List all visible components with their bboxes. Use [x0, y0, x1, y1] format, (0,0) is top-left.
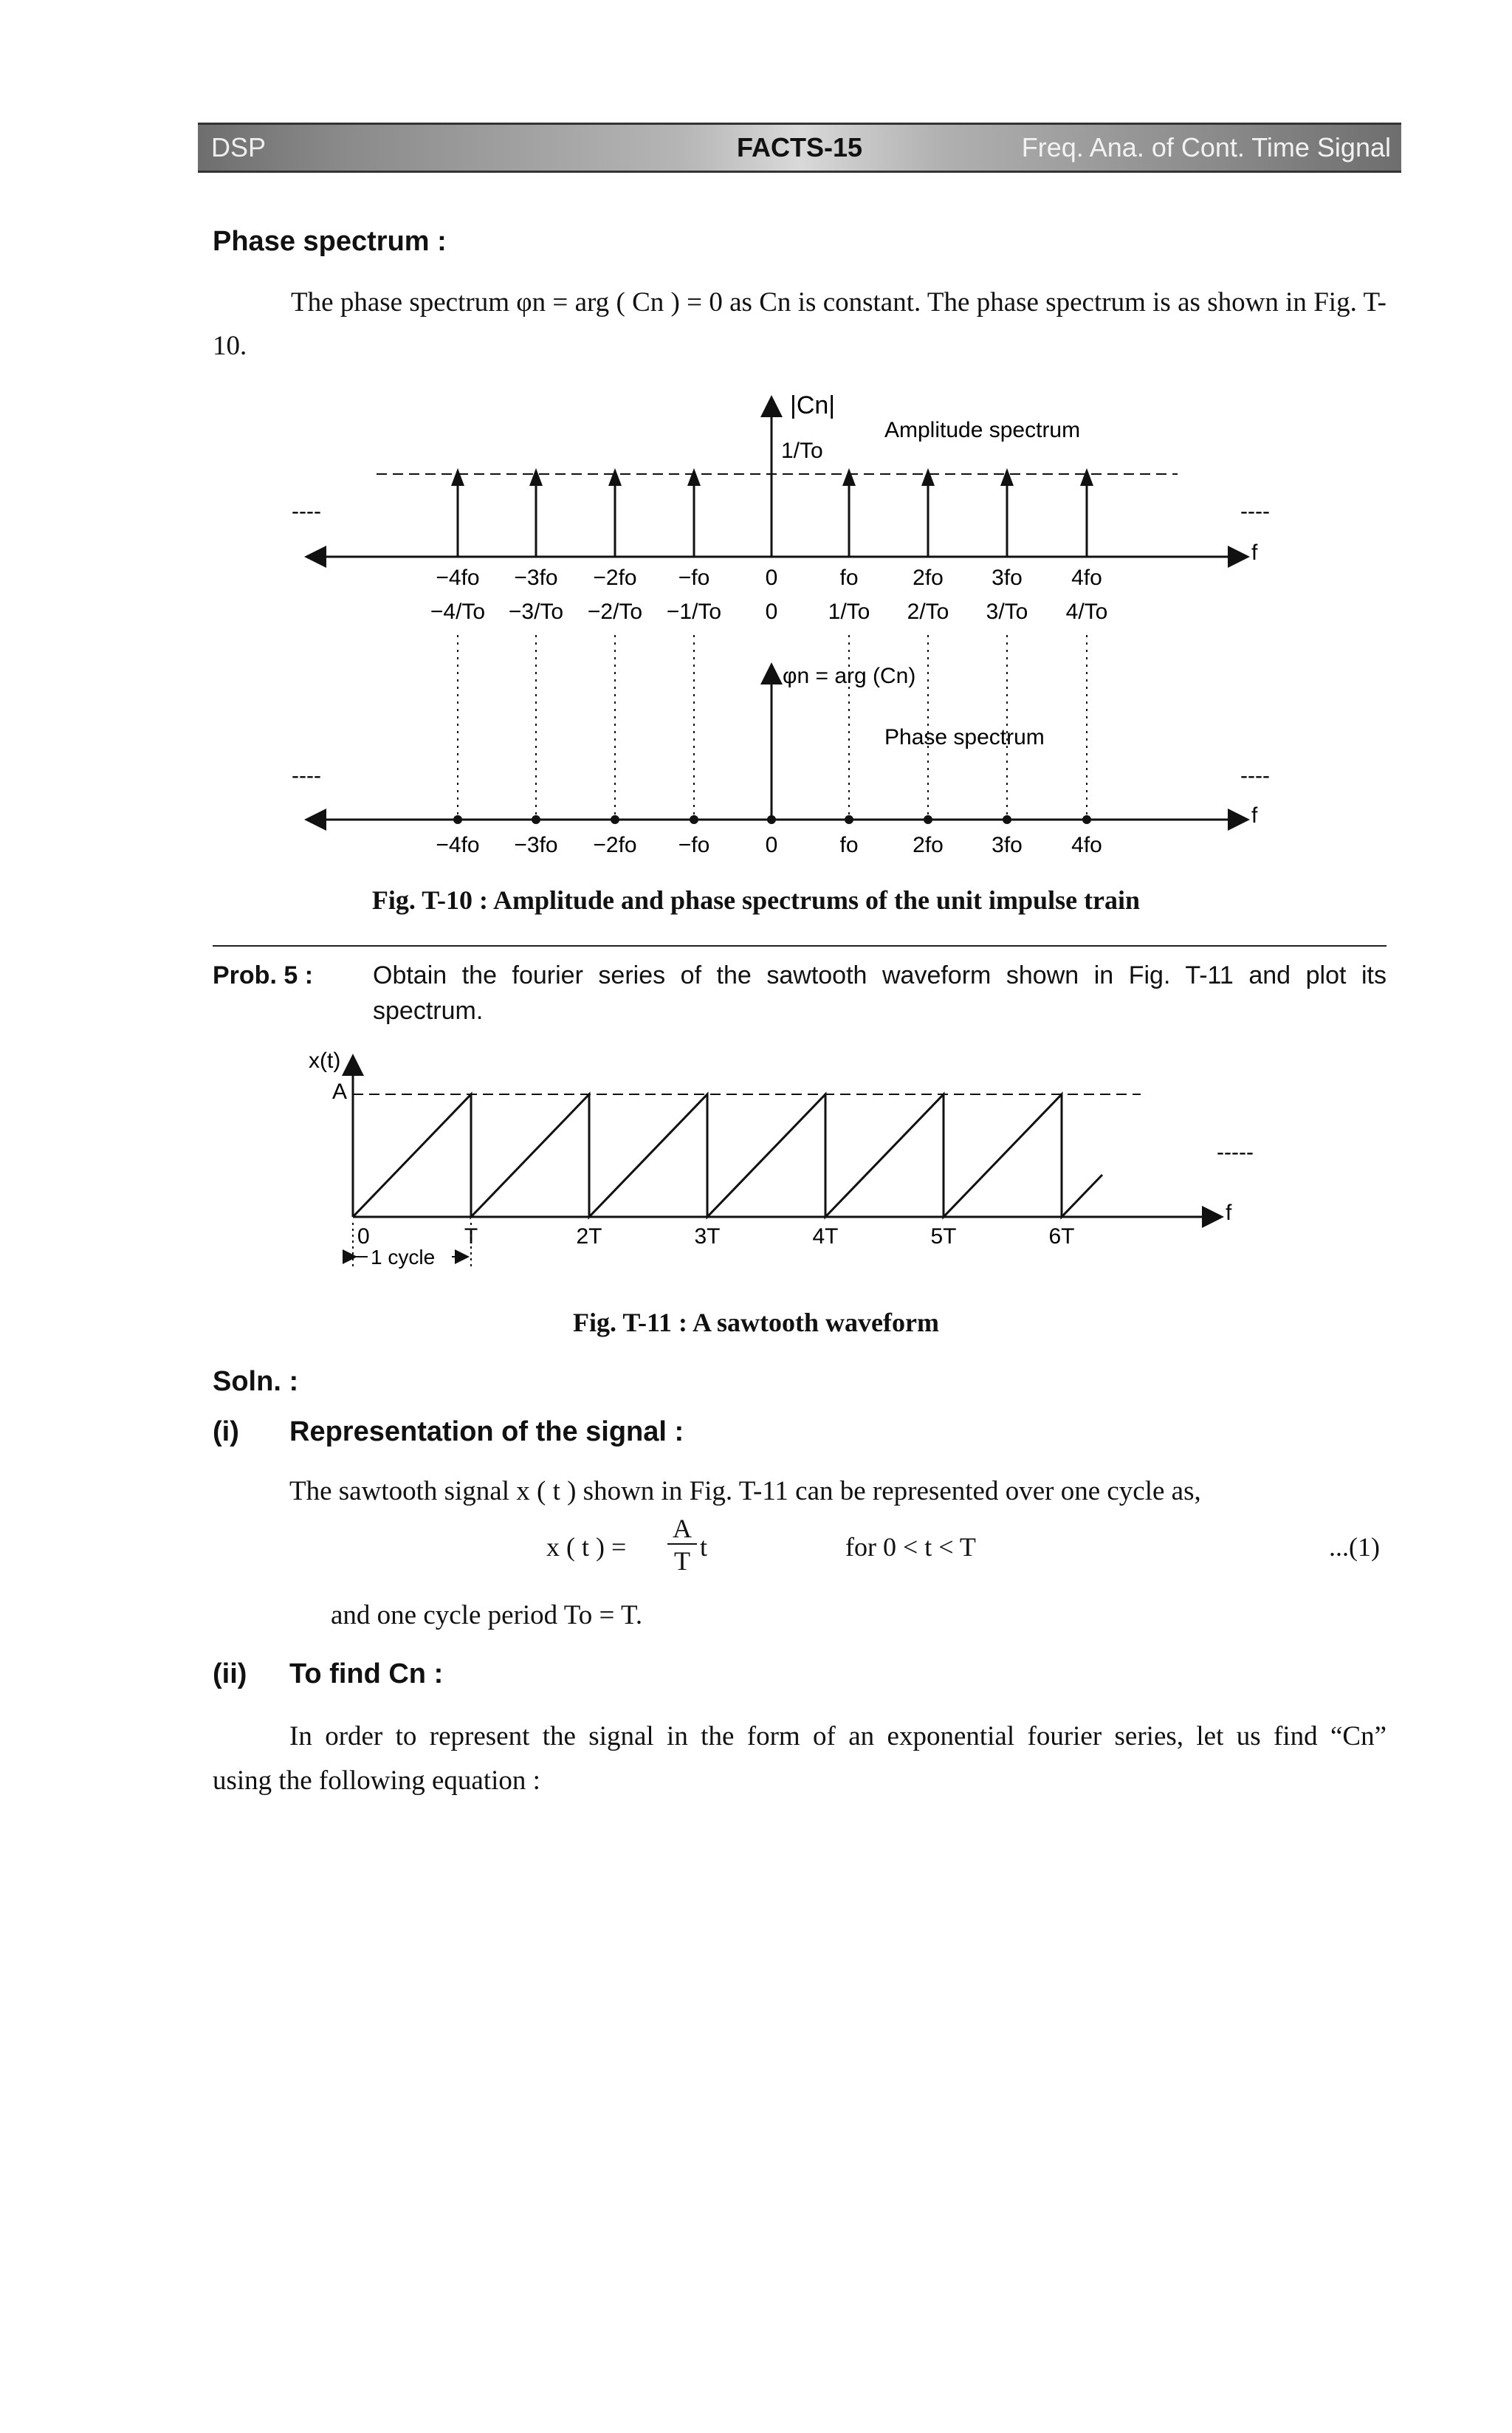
- time-tick-label: 0: [357, 1224, 370, 1249]
- time-tick-label: 5T: [930, 1224, 957, 1249]
- period-tick-label: 0: [765, 600, 778, 624]
- phase-tick-label: −4fo: [436, 833, 480, 857]
- period-tick-label: 2/To: [907, 600, 949, 624]
- period-tick-label: −4/To: [430, 600, 486, 624]
- period-tick-label: −3/To: [508, 600, 564, 624]
- phase-zero-point: [611, 815, 619, 824]
- part2-text-line2: using the following equation :: [213, 1765, 540, 1796]
- fig11-amp-label: A: [332, 1080, 348, 1104]
- phase-freq-tick-labels: [436, 833, 1102, 857]
- period-tick-label: −1/To: [666, 600, 722, 624]
- phase-zero-point: [453, 815, 462, 824]
- impulse-arrowhead: [451, 468, 464, 486]
- impulse-arrowhead: [608, 468, 622, 486]
- fig-t10-diagram: [0, 384, 1512, 930]
- phase-tick-label: 2fo: [913, 833, 944, 857]
- period-tick-label: 3/To: [986, 600, 1028, 624]
- impulse-arrowhead: [1000, 468, 1014, 486]
- equation-variable: t: [700, 1532, 708, 1562]
- equation-denominator: T: [674, 1546, 690, 1576]
- header-center: FACTS-15: [736, 132, 863, 162]
- phase-tick-label: fo: [839, 833, 859, 857]
- time-tick-label: 6T: [1048, 1224, 1075, 1249]
- impulse-arrowhead: [921, 468, 935, 486]
- amp-period-tick-labels: [430, 600, 1107, 624]
- part1-text: The sawtooth signal x ( t ) shown in Fig. T-11 can be represented over one cycle as,: [289, 1476, 1201, 1506]
- phase-zero-point: [1082, 815, 1091, 824]
- equation-numerator: A: [667, 1514, 697, 1545]
- header-left: DSP: [211, 132, 267, 162]
- time-tick-label: 2T: [576, 1224, 602, 1249]
- period-text: and one cycle period To = T.: [331, 1600, 643, 1630]
- phase-tick-label: 3fo: [992, 833, 1023, 857]
- prob5-label: Prob. 5 :: [213, 961, 314, 989]
- section-divider: [213, 945, 1386, 947]
- cycle-label: 1 cycle: [371, 1246, 436, 1269]
- prob5-text-line2: spectrum.: [373, 997, 484, 1025]
- phase-tick-label: −fo: [678, 833, 710, 857]
- time-tick-labels: [357, 1224, 1075, 1249]
- fig11-y-label: x(t): [309, 1049, 341, 1073]
- impulse-arrowhead: [529, 468, 543, 486]
- equation-condition: for 0 < t < T: [845, 1532, 976, 1562]
- part2-number: (ii): [213, 1658, 247, 1689]
- phase-spectrum-paragraph: The phase spectrum φn = arg ( Cn ) = 0 as Cn is constant. The phase spectrum is as shown in Fig. T-10.: [213, 287, 1386, 362]
- header-right: Freq. Ana. of Cont. Time Signal: [1021, 132, 1391, 162]
- phase-title: Phase spectrum: [884, 725, 1045, 749]
- period-tick-label: −2/To: [587, 600, 643, 624]
- freq-tick-label: −4fo: [436, 566, 480, 590]
- fig11-axis-end: f: [1226, 1201, 1232, 1225]
- freq-tick-label: −3fo: [514, 566, 558, 590]
- freq-tick-label: −2fo: [593, 566, 637, 590]
- fig11-continuation: -----: [1217, 1140, 1254, 1164]
- impulse-arrowhead: [687, 468, 701, 486]
- amp-freq-tick-labels: [436, 566, 1102, 590]
- equation-reference: ...(1): [1329, 1532, 1380, 1562]
- period-tick-label: 4/To: [1065, 600, 1108, 624]
- phase-tick-label: 4fo: [1071, 833, 1102, 857]
- amp-axis-end: f: [1251, 541, 1258, 565]
- fig-t10-caption: Fig. T-10 : Amplitude and phase spectrums of the unit impulse train: [371, 885, 1141, 915]
- amp-right-continuation: ----: [1240, 499, 1270, 524]
- part1-number: (i): [213, 1416, 239, 1447]
- phase-right-continuation: ----: [1240, 763, 1270, 788]
- freq-tick-label: 0: [765, 566, 778, 590]
- freq-tick-label: fo: [839, 566, 859, 590]
- freq-tick-label: −fo: [678, 566, 710, 590]
- prob5-text-line1: Obtain the fourier series of the sawtooth waveform shown in Fig. T-11 and plot its: [373, 961, 1386, 989]
- phase-zero-point: [767, 815, 776, 824]
- phase-tick-label: −3fo: [514, 833, 558, 857]
- amp-axis-label: |Cn|: [790, 391, 836, 419]
- page-header: [198, 123, 1401, 173]
- impulse-arrowhead: [1080, 468, 1093, 486]
- phase-zero-point: [532, 815, 540, 824]
- time-tick-label: 4T: [812, 1224, 839, 1249]
- phase-zero-point: [845, 815, 853, 824]
- part2-text-line1: In order to represent the signal in the form of an exponential fourier series, let us find “Cn”: [289, 1721, 1386, 1751]
- freq-tick-label: 3fo: [992, 566, 1023, 590]
- phase-tick-label: −2fo: [593, 833, 637, 857]
- amp-title: Amplitude spectrum: [884, 418, 1081, 442]
- freq-tick-label: 2fo: [913, 566, 944, 590]
- fig-t11-diagram: [0, 1041, 1512, 1285]
- equation-lhs: x ( t ) =: [546, 1532, 627, 1562]
- phase-zero-point: [1003, 815, 1011, 824]
- part1-title: Representation of the signal :: [289, 1416, 684, 1447]
- amp-left-continuation: ----: [292, 499, 321, 524]
- time-tick-label: 3T: [694, 1224, 721, 1249]
- phase-zero-point: [690, 815, 698, 824]
- period-tick-label: 1/To: [828, 600, 870, 624]
- impulse-arrowhead: [842, 468, 856, 486]
- phase-zero-point: [924, 815, 932, 824]
- phase-axis-end: f: [1251, 803, 1258, 828]
- phase-tick-label: 0: [765, 833, 778, 857]
- soln-label: Soln. :: [213, 1366, 299, 1397]
- phase-axis-label: φn = arg (Cn): [783, 664, 916, 688]
- sawtooth-waveform: [353, 1094, 1102, 1217]
- freq-tick-label: 4fo: [1071, 566, 1102, 590]
- phase-spectrum-title: Phase spectrum :: [213, 226, 447, 257]
- amp-level-label: 1/To: [781, 439, 823, 463]
- part2-title: To find Cn :: [289, 1658, 444, 1689]
- time-tick-label: T: [464, 1224, 478, 1249]
- fig-t11-caption: Fig. T-11 : A sawtooth waveform: [572, 1308, 939, 1337]
- phase-left-continuation: ----: [292, 763, 321, 788]
